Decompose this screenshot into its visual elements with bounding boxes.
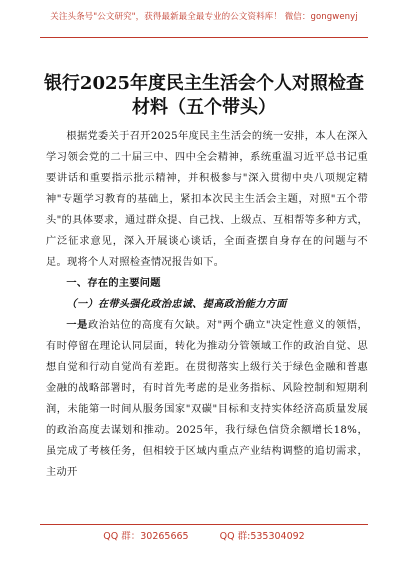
paragraph-1 (46, 315, 368, 483)
header-banner: 关注头条号"公文研究"，获得最新最全最专业的公文资料库！ 微信：gongwenyj (50, 12, 358, 22)
header-divider (40, 37, 368, 38)
footer-qq-group-1: QQ 群：30265665 (103, 531, 189, 542)
paragraph-1-lead: 一是 (66, 319, 88, 331)
footer-qq-group-2: QQ 群:535304092 (219, 531, 305, 542)
footer (0, 528, 408, 542)
footer-divider (40, 524, 368, 525)
paragraph-1-text: 政治站位的高度有欠缺。对"两个确立"决定性意义的领悟，有时停留在理论认同层面，转化为推动分管领域工作的政治自觉、思想自觉和行动自觉尚有差距。在贯彻落实上级行关于绿色金融和普惠金融的战略部署时，有时首先考虑的是业务指标、风险控制和短期利润，未能第一时间从服务国家"双碳"目标和支持实体经济高质量发展的政治高度去谋划和推动。2025年，我行绿色信贷余额增长18%，虽完成了考核任务，但相较于区域内重点产业结构调整的追切需求，主动开 (46, 320, 369, 478)
title-line-2: 材料（五个带头） (132, 97, 276, 118)
document-body (46, 126, 368, 483)
title-line-1: 银行2025年度民主生活会个人对照检查 (43, 73, 365, 94)
section-heading-1: 一、存在的主要问题 (66, 278, 161, 289)
subsection-heading-1-text: （一）在带头强化政治忠诚、提高政治能力方面 (66, 299, 287, 310)
document-title (24, 72, 384, 120)
subsection-heading-1 (46, 294, 368, 315)
intro-paragraph: 根据党委关于召开2025年度民主生活会的统一安排，本人在深入学习领会党的二十届三中、四中全会精神，系统重温习近平总书记重要讲话和重要指示批示精神，并积极参与"深入贯彻中央八项规定精神"专题学习教育的基础上，紧扣本次民主生活会主题，对照"五个带头"的具体要求，通过群众提、自己找、上级点、互相帮等多种方式，广泛征求意见，深入开展谈心谈话，全面查摆自身存在的问题与不足。现将个人对照检查情况报告如下。 (46, 131, 368, 268)
